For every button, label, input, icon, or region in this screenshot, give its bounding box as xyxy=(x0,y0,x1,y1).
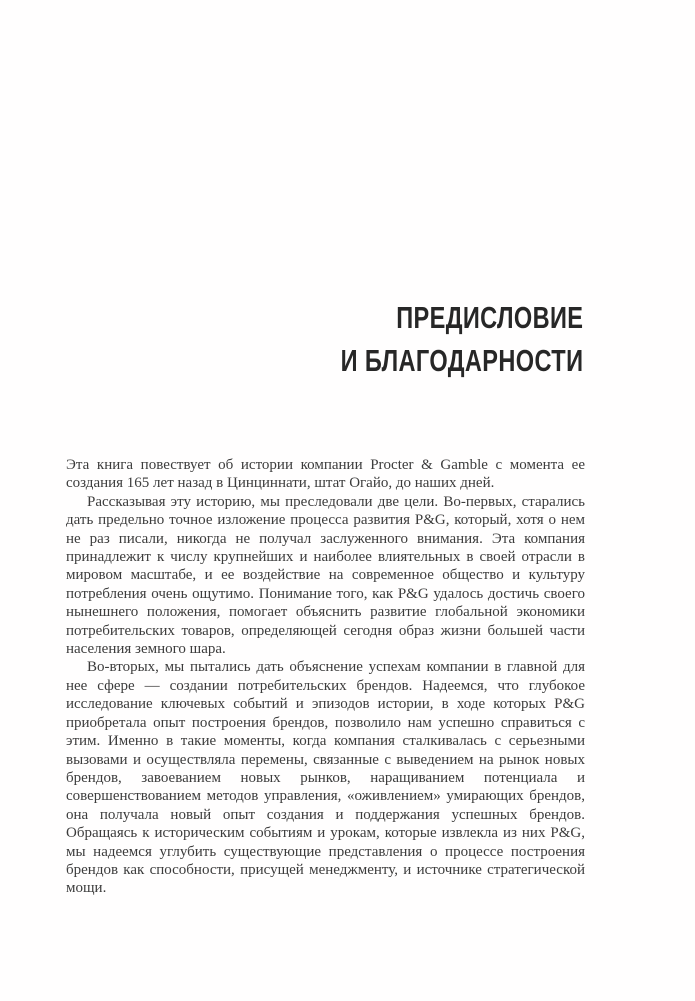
chapter-title xyxy=(264,296,583,382)
chapter-title-line1: ПРЕДИСЛОВИЕ xyxy=(395,300,583,335)
paragraph-second-goal: Во-вторых, мы пытались дать объяснение успехам компании в главной для нее сфере — создании потребительских брендов. Надеемся, что глубокое исследование ключевых событий и эпизодов истории, в ходе которых P&G приобретала опыт построения брендов, позволило нам успешно справиться с этим. Именно в такие моменты, когда компания сталкивалась с серьезными вызовами и осуществляла перемены, связанные с выведением на рынок новых брендов, завоеванием новых рынков, наращиванием потенциала и совершенствованием методов управления, «оживлением» умирающих брендов, она получала новый опыт создания и поддержания успешных брендов. Обращаясь к историческим событиям и урокам, которые извлекла из них P&G, мы надеемся углубить существующие представления о процессе построения брендов как способности, присущей менеджменту, и источнике стратегической мощи. xyxy=(66,659,585,897)
chapter-title-line2: И БЛАГОДАРНОСТИ xyxy=(340,343,583,378)
paragraph-first-goal: Рассказывая эту историю, мы преследовали две цели. Во-первых, старались дать предельно точное изложение процесса развития P&G, который, хотя о нем не раз писали, никогда не получал заслуженного внимания. Эта компания принадлежит к числу крупнейших и наиболее влиятельных в своей отрасли в мировом масштабе, и ее воздействие на современное общество и культуру потребления очень ощутимо. Понимание того, как P&G удалось достичь своего нынешнего положения, помогает объяснить развитие глобальной экономики потребительских товаров, определяющей сегодня образ жизни большей части населения земного шара. xyxy=(66,493,585,658)
body-text-block xyxy=(66,456,585,898)
paragraph-intro: Эта книга повествует об истории компании Procter & Gamble с момента ее создания 165 лет назад в Цинциннати, штат Огайо, до наших дней. xyxy=(66,457,585,492)
